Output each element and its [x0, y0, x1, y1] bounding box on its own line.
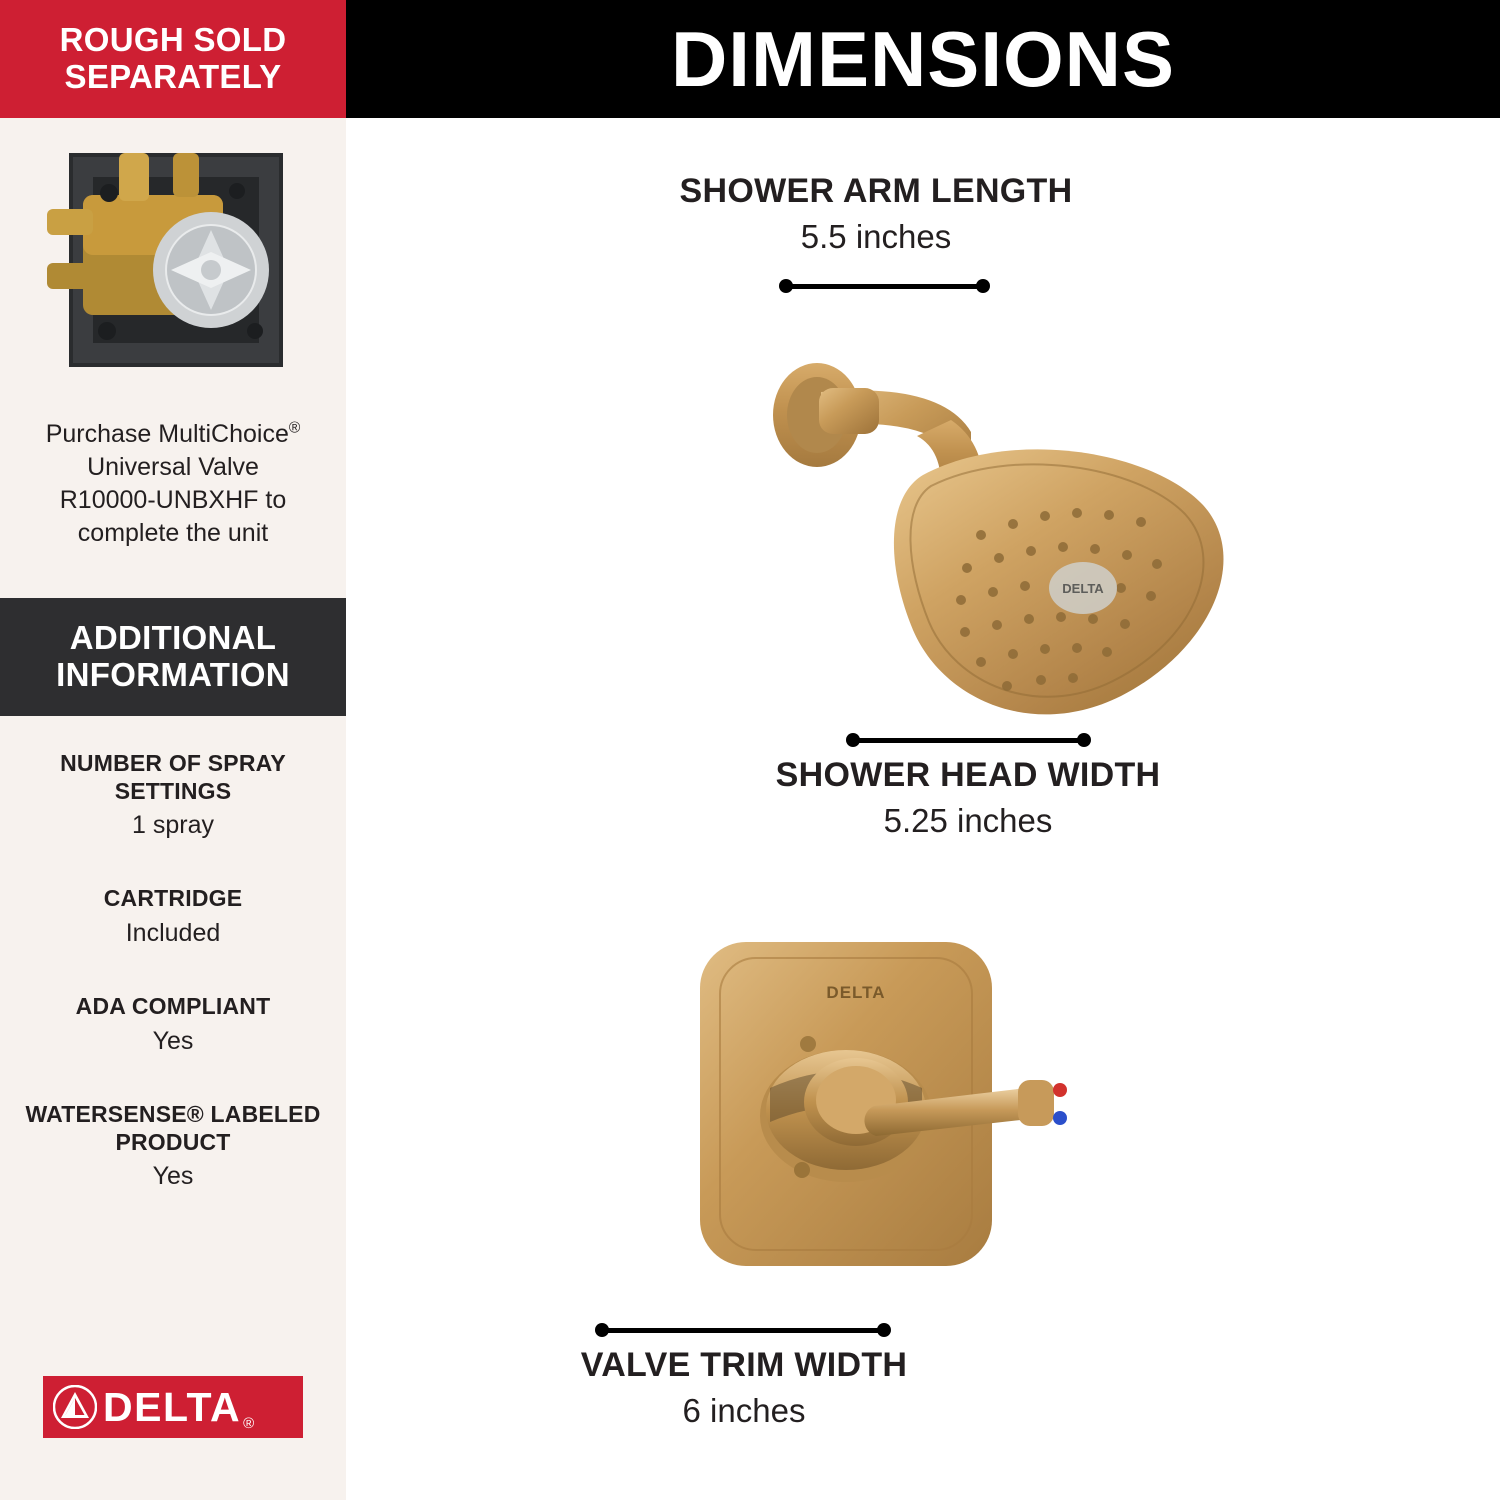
spec-item-cartridge [24, 885, 322, 949]
shower-arm-length-value: 5.5 inches [800, 218, 952, 256]
shower-head-width-title: SHOWER HEAD WIDTH [775, 756, 1161, 794]
showerhead-brand-text: DELTA [1062, 581, 1104, 596]
spec-item-watersense [24, 1101, 322, 1192]
rough-caption-line-1: Purchase MultiChoice [45, 420, 289, 448]
valve-trim-width-caption [394, 1346, 1094, 1431]
spec-value: Included [125, 919, 221, 948]
spec-value: 1 spray [132, 811, 214, 840]
main-panel [346, 0, 1500, 1500]
spec-label: WATERSENSE® LABELED PRODUCT [25, 1101, 321, 1155]
valve-trim-width-dimension-line [595, 1323, 891, 1337]
shower-head-width-caption [618, 756, 1318, 841]
spec-label: CARTRIDGE [103, 885, 243, 912]
spec-item-spray-settings [24, 750, 322, 841]
delta-registered-mark: ® [243, 1415, 255, 1432]
rough-valve-image [0, 125, 346, 415]
valve-trim-width-title: VALVE TRIM WIDTH [580, 1346, 908, 1384]
registered-mark: ® [288, 419, 301, 437]
rough-caption-line-4: complete the unit [77, 519, 269, 547]
valve-trim-width-value: 6 inches [682, 1392, 806, 1430]
rough-caption-line-2: Universal Valve [87, 453, 259, 481]
valve-brand-text: DELTA [826, 983, 886, 1002]
rough-sold-separately-banner: ROUGH SOLD SEPARATELY [0, 0, 346, 118]
shower-head-width-dimension-line [846, 733, 1091, 747]
sidebar [0, 0, 346, 1500]
dimensions-title: DIMENSIONS [670, 14, 1176, 103]
shower-arm-length-title: SHOWER ARM LENGTH [679, 172, 1073, 210]
shower-arm-length-dimension-line [779, 279, 990, 293]
delta-triangle-icon [53, 1385, 97, 1429]
spec-label: ADA COMPLIANT [75, 993, 271, 1020]
additional-information-label: ADDITIONAL INFORMATION [56, 619, 290, 693]
shower-arm-length-caption [526, 172, 1226, 257]
shower-head-width-value: 5.25 inches [883, 802, 1053, 840]
spec-list [0, 750, 346, 1237]
spec-value: Yes [152, 1026, 194, 1055]
delta-wordmark: DELTA [103, 1383, 242, 1430]
rough-valve-caption [0, 418, 346, 550]
rough-caption-line-3: R10000-UNBXHF to [59, 486, 287, 514]
delta-logo [43, 1376, 303, 1438]
spec-item-ada-compliant [24, 993, 322, 1057]
spec-value: Yes [152, 1162, 194, 1191]
valve-trim-image [556, 920, 1316, 1325]
spec-label: NUMBER OF SPRAY SETTINGS [60, 750, 286, 804]
dimensions-banner [346, 0, 1500, 118]
shower-head-image [651, 300, 1251, 735]
additional-information-banner [0, 598, 346, 716]
